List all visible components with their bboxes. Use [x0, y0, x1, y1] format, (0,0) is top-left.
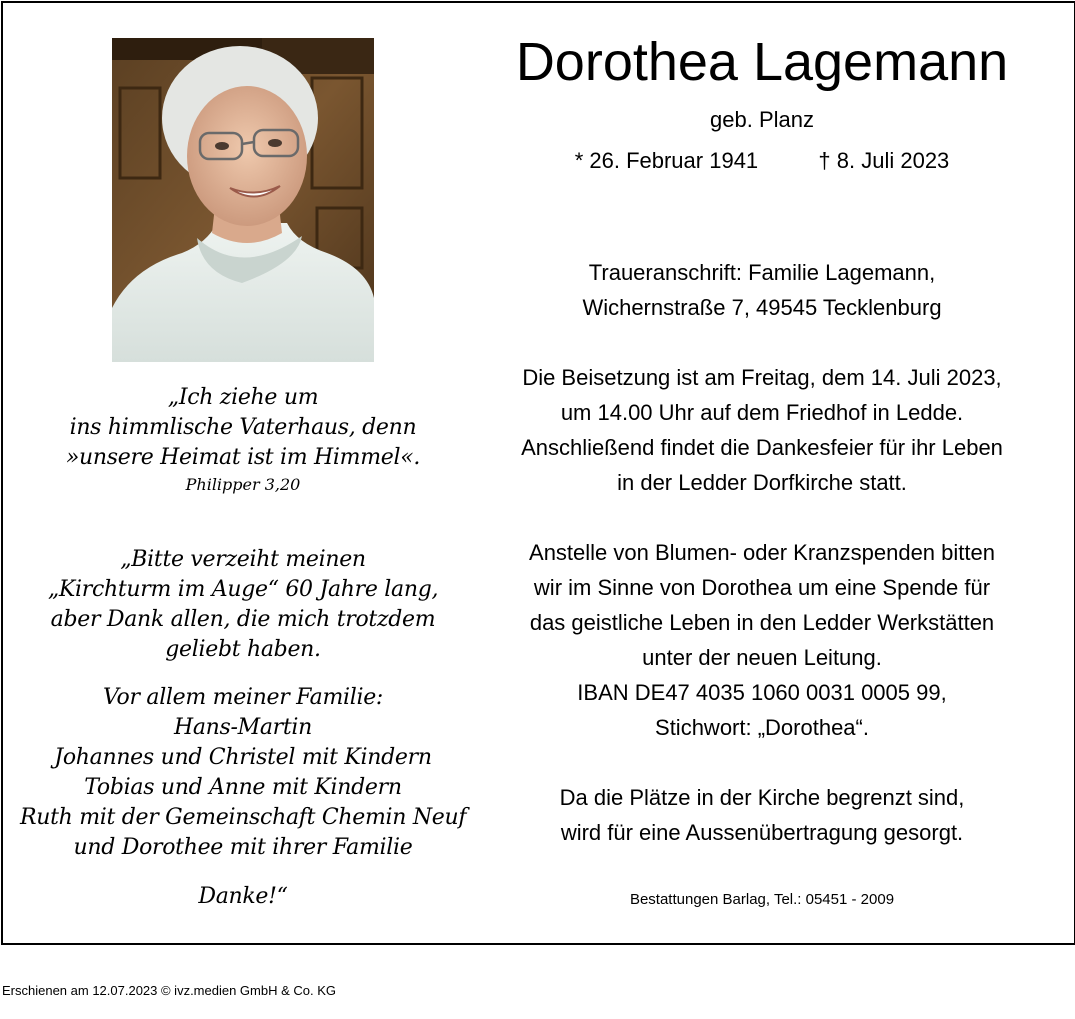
family-line: Johannes und Christel mit Kindern — [54, 745, 432, 770]
quote2-line: geliebt haben. — [165, 637, 321, 662]
donation-line: unter der neuen Leitung. — [642, 645, 882, 670]
quote1-line: »unsere Heimat ist im Himmel«. — [65, 445, 421, 470]
bible-quote — [20, 383, 466, 497]
family-line: und Dorothee mit ihrer Familie — [73, 835, 413, 860]
family-line: Tobias und Anne mit Kindern — [84, 775, 402, 800]
publication-footer: Erschienen am 12.07.2023 © ivz.medien GmbH & Co. KG — [2, 983, 337, 998]
quote1-line: „Ich ziehe um — [167, 385, 319, 410]
portrait-photo — [112, 38, 374, 362]
deceased-name: Dorothea Lagemann — [515, 32, 1009, 92]
address-line: Wichernstraße 7, 49545 Tecklenburg — [582, 295, 942, 320]
funeral-line: Anschließend findet die Dankesfeier für ihr Leben — [521, 435, 1003, 460]
maiden-name: geb. Planz — [710, 107, 814, 132]
death-date: † 8. Juli 2023 — [818, 148, 950, 173]
birth-date: * 26. Februar 1941 — [574, 148, 759, 173]
seating-line: wird für eine Aussenübertragung gesorgt. — [560, 820, 964, 845]
funeral-line: in der Ledder Dorfkirche statt. — [617, 470, 907, 495]
keyword-line: Stichwort: „Dorothea“. — [655, 715, 869, 740]
funeral-line: um 14.00 Uhr auf dem Friedhof in Ledde. — [560, 400, 964, 425]
funeral-line: Die Beisetzung ist am Freitag, dem 14. Juli 2023, — [522, 365, 1002, 390]
address-line: Traueranschrift: Familie Lagemann, — [588, 260, 936, 285]
quote2-line: „Bitte verzeiht meinen — [120, 547, 366, 572]
quote2-line: aber Dank allen, die mich trotzdem — [50, 607, 436, 632]
personal-quote — [20, 545, 466, 665]
quote1-reference: Philipper 3,20 — [185, 475, 301, 494]
undertaker-contact: Bestattungen Barlag, Tel.: 05451 - 2009 — [629, 891, 895, 908]
family-line: Ruth mit der Gemeinschaft Chemin Neuf — [20, 805, 467, 830]
donation-info — [466, 535, 1058, 745]
thanks — [20, 882, 466, 912]
seating-info — [466, 780, 1058, 850]
mourning-address — [466, 255, 1058, 325]
header-block — [466, 32, 1058, 178]
quote2-line: „Kirchturm im Auge“ 60 Jahre lang, — [47, 577, 439, 602]
family-line: Hans-Martin — [173, 715, 313, 740]
iban-line: IBAN DE47 4035 1060 0031 0005 99, — [577, 680, 947, 705]
family-list — [20, 683, 466, 863]
life-dates — [466, 143, 1058, 178]
donation-line: das geistliche Leben in den Ledder Werkstätten — [529, 610, 995, 635]
quote1-line: ins himmlische Vaterhaus, denn — [69, 415, 417, 440]
seating-line: Da die Plätze in der Kirche begrenzt sind, — [559, 785, 965, 810]
family-line: Vor allem meiner Familie: — [102, 685, 384, 710]
funeral-info — [466, 360, 1058, 500]
undertaker-block — [466, 890, 1058, 910]
donation-line: wir im Sinne von Dorothea um eine Spende für — [533, 575, 991, 600]
donation-line: Anstelle von Blumen- oder Kranzspenden bitten — [529, 540, 995, 565]
thanks-line: Danke!“ — [198, 884, 288, 909]
